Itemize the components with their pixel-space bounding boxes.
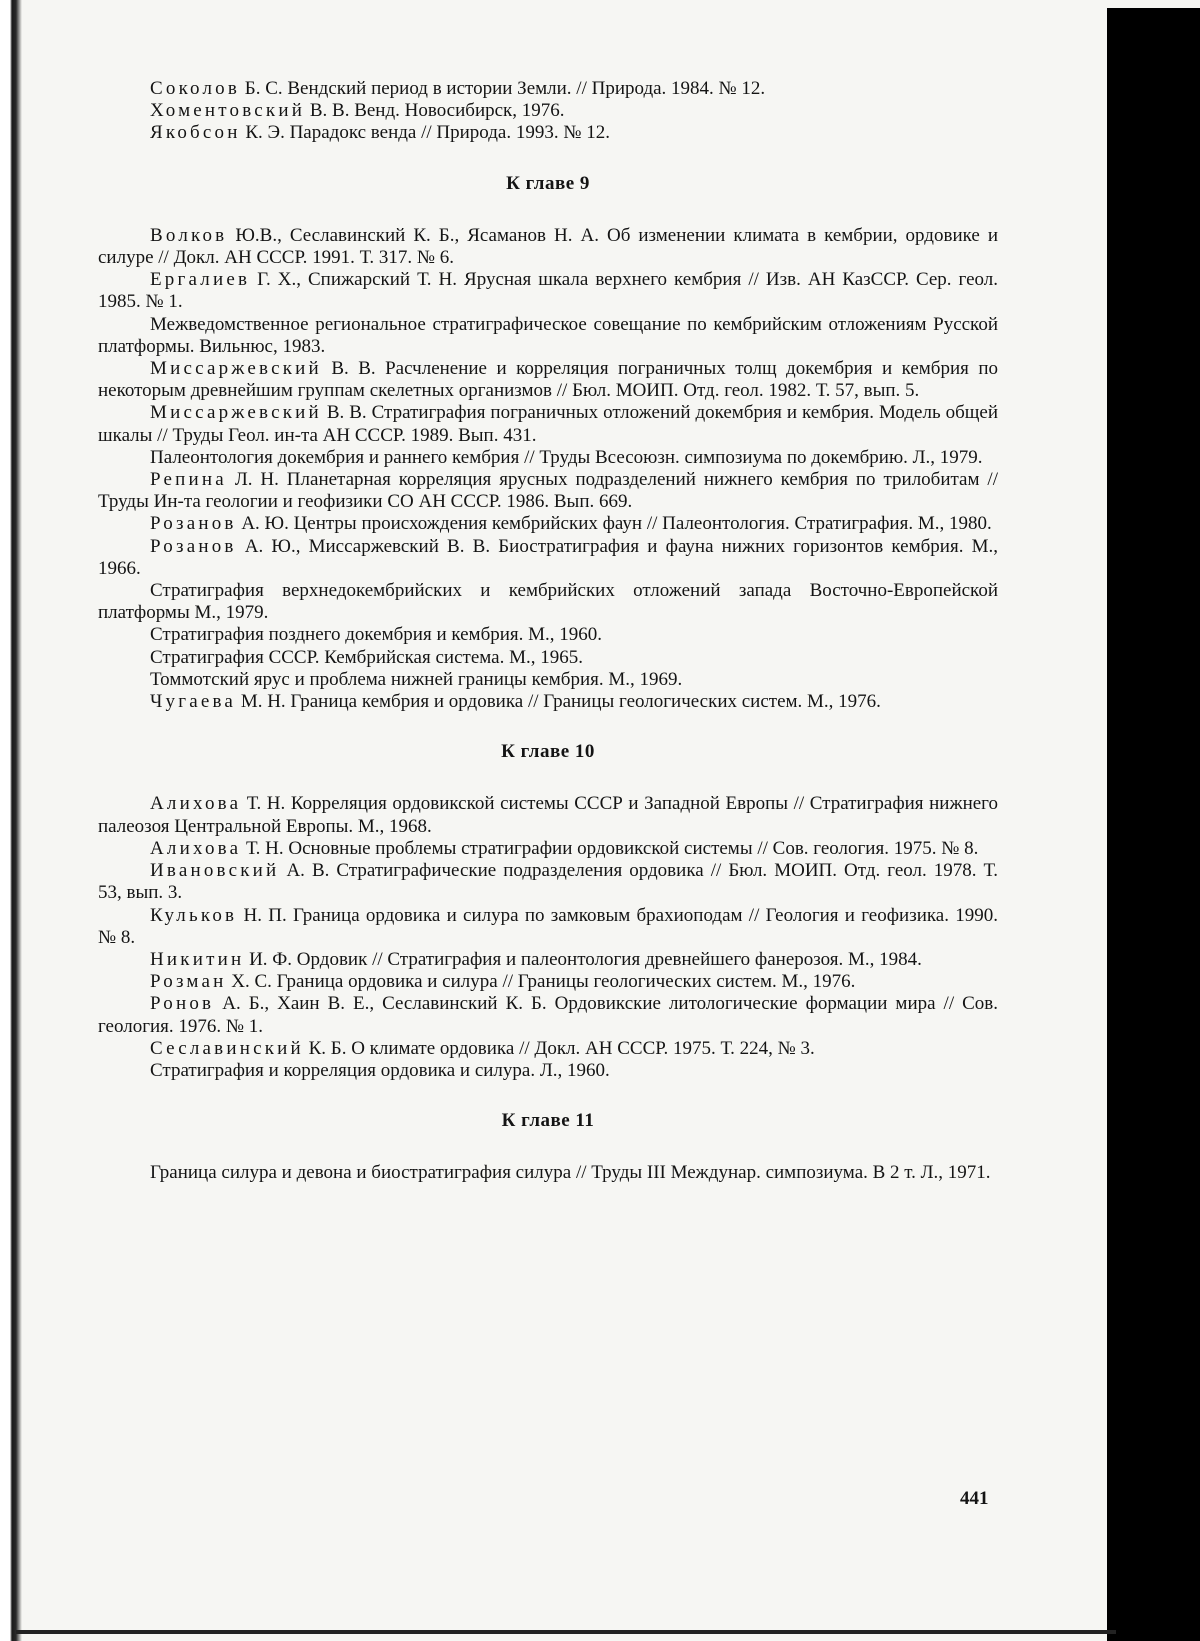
reference-entry bbox=[98, 513, 998, 535]
reference-entry bbox=[98, 949, 998, 971]
reference-text: Т. Н. Корреляция ордовикской системы СССР и Западной Европы // Стратиграфия нижнего палеозоя Центральной Европы. М., 1968. bbox=[98, 793, 999, 837]
reference-entry bbox=[98, 225, 998, 269]
reference-entry bbox=[98, 402, 998, 446]
reference-entry bbox=[98, 993, 998, 1037]
reference-text: Н. П. Граница ордовика и силура по замковым брахиоподам // Геология и геофизика. 1990. № 8. bbox=[98, 904, 999, 948]
reference-text: Ю.В., Сеславинский К. Б., Ясаманов Н. А. Об изменении климата в кембрии, ордовике и силуре // Докл. АН СССР. 1991. Т. 317. № 6. bbox=[98, 224, 998, 269]
reference-entry bbox=[98, 447, 998, 469]
reference-author: Миссаржевский bbox=[150, 402, 322, 424]
reference-author: Миссаржевский bbox=[150, 358, 322, 380]
reference-entry bbox=[98, 647, 998, 669]
reference-entry bbox=[98, 78, 998, 100]
reference-text: Х. С. Граница ордовика и силура // Границы геологических систем. М., 1976. bbox=[231, 971, 856, 993]
reference-text: К. Э. Парадокс венда // Природа. 1993. № 12. bbox=[245, 122, 610, 144]
reference-author: Розман bbox=[150, 971, 227, 993]
reference-text: В. В. Стратиграфия пограничных отложений докембрия и кембрия. Модель общей шкалы // Труды Геол. ин-та АН СССР. 1989. Вып. 431. bbox=[98, 402, 998, 446]
reference-author: Розанов bbox=[150, 535, 237, 557]
reference-author: Хоментовский bbox=[150, 100, 306, 122]
reference-entry bbox=[98, 905, 998, 949]
reference-text: Стратиграфия верхнедокембрийских и кембрийских отложений запада Восточно-Европейской платформы М., 1979. bbox=[98, 580, 998, 624]
reference-entry bbox=[98, 1038, 998, 1060]
reference-author: Волков bbox=[150, 224, 228, 246]
reference-entry bbox=[98, 860, 998, 904]
chapter-heading: К главе 10 bbox=[501, 741, 595, 763]
page-binding-edge bbox=[0, 0, 22, 1641]
bibliography-content bbox=[98, 78, 998, 1185]
reference-entry bbox=[98, 1060, 998, 1082]
reference-author: Сеславинский bbox=[150, 1037, 304, 1059]
reference-author: Ергалиев bbox=[150, 269, 251, 291]
reference-entry bbox=[98, 314, 998, 358]
reference-entry bbox=[98, 580, 998, 624]
reference-author: Ронов bbox=[150, 993, 215, 1015]
reference-author: Репина bbox=[150, 469, 227, 491]
reference-entry bbox=[98, 536, 998, 580]
reference-text: К. Б. О климате ордовика // Докл. АН СССР. 1975. Т. 224, № 3. bbox=[308, 1037, 815, 1059]
reference-entry bbox=[98, 469, 998, 513]
reference-text: А. В. Стратиграфические подразделения ордовика // Бюл. МОИП. Отд. геол. 1978. Т. 53, вып. 3. bbox=[98, 860, 999, 904]
reference-text: А. Б., Хаин В. Е., Сеславинский К. Б. Ордовикские литологические формации мира // Сов. геология. 1976. № 1. bbox=[98, 993, 998, 1037]
reference-text: А. Ю., Миссаржевский В. В. Биостратиграфия и фауна нижних горизонтов кембрия. М., 1966. bbox=[98, 535, 999, 579]
chapter-heading: К главе 9 bbox=[506, 172, 590, 194]
reference-text: Палеонтология докембрия и раннего кембрия // Труды Всесоюзн. симпозиума по докембрию. Л., 1979. bbox=[150, 446, 983, 468]
reference-text: Межведомственное региональное стратиграфическое совещание по кембрийским отложениям Русской платформы. Вильнюс, 1983. bbox=[98, 313, 998, 357]
reference-author: Алихова bbox=[150, 837, 242, 859]
reference-author: Алихова bbox=[150, 793, 242, 815]
reference-entry bbox=[98, 100, 998, 122]
reference-text: Г. Х., Спижарский Т. Н. Ярусная шкала верхнего кембрия // Изв. АН КазССР. Сер. геол. 1985. № 1. bbox=[98, 269, 999, 313]
reference-entry bbox=[98, 669, 998, 691]
reference-entry bbox=[98, 691, 998, 713]
reference-entry bbox=[98, 358, 998, 402]
reference-text: А. Ю. Центры происхождения кембрийских фаун // Палеонтология. Стратиграфия. М., 1980. bbox=[241, 513, 992, 535]
reference-text: И. Ф. Ордовик // Стратиграфия и палеонтология древнейшего фанерозоя. М., 1984. bbox=[249, 948, 922, 970]
reference-author: Якобсон bbox=[150, 122, 241, 144]
reference-text: Стратиграфия СССР. Кембрийская система. М., 1965. bbox=[150, 646, 583, 668]
reference-text: М. Н. Граница кембрия и ордовика // Границы геологических систем. М., 1976. bbox=[240, 691, 881, 713]
reference-entry bbox=[98, 122, 998, 144]
reference-text: В. В. Венд. Новосибирск, 1976. bbox=[309, 100, 565, 122]
reference-text: В. В. Расчленение и корреляция пограничных толщ докембрия и кембрия по некоторым древнейшим группам скелетных организмов // Бюл. МОИП. Отд. геол. 1982. Т. 57, вып. 5. bbox=[98, 358, 999, 402]
scan-dark-border bbox=[1107, 8, 1200, 1641]
reference-text: Томмотский ярус и проблема нижней границы кембрия. М., 1969. bbox=[150, 668, 683, 690]
reference-text: Граница силура и девона и биостратиграфия силура // Труды III Междунар. симпозиума. В 2 т. Л., 1971. bbox=[150, 1162, 991, 1184]
chapter-heading: К главе 11 bbox=[501, 1110, 595, 1132]
reference-author: Никитин bbox=[150, 948, 245, 970]
reference-entry bbox=[98, 838, 998, 860]
reference-entry bbox=[98, 1162, 998, 1184]
reference-text: Стратиграфия и корреляция ордовика и силура. Л., 1960. bbox=[150, 1059, 610, 1081]
reference-text: Т. Н. Основные проблемы стратиграфии ордовикской системы // Сов. геология. 1975. № 8. bbox=[245, 837, 979, 859]
reference-entry bbox=[98, 971, 998, 993]
reference-entry bbox=[98, 624, 998, 646]
reference-text: Б. С. Вендский период в истории Земли. // Природа. 1984. № 12. bbox=[244, 78, 766, 99]
reference-author: Соколов bbox=[150, 78, 241, 99]
reference-author: Кульков bbox=[150, 904, 238, 926]
reference-text: Л. Н. Планетарная корреляция ярусных подразделений нижнего кембрия по трилобитам // Труды Ин-та геологии и геофизики СО АН СССР. 1986. Вып. 669. bbox=[98, 469, 998, 513]
reference-author: Чугаева bbox=[150, 691, 237, 713]
page-number: 441 bbox=[960, 1488, 989, 1509]
reference-entry bbox=[98, 269, 998, 313]
reference-author: Ивановский bbox=[150, 860, 280, 882]
reference-text: Стратиграфия позднего докембрия и кембрия. М., 1960. bbox=[150, 624, 603, 646]
reference-author: Розанов bbox=[150, 513, 237, 535]
scan-bottom-edge bbox=[16, 1630, 1116, 1634]
reference-entry bbox=[98, 793, 998, 837]
